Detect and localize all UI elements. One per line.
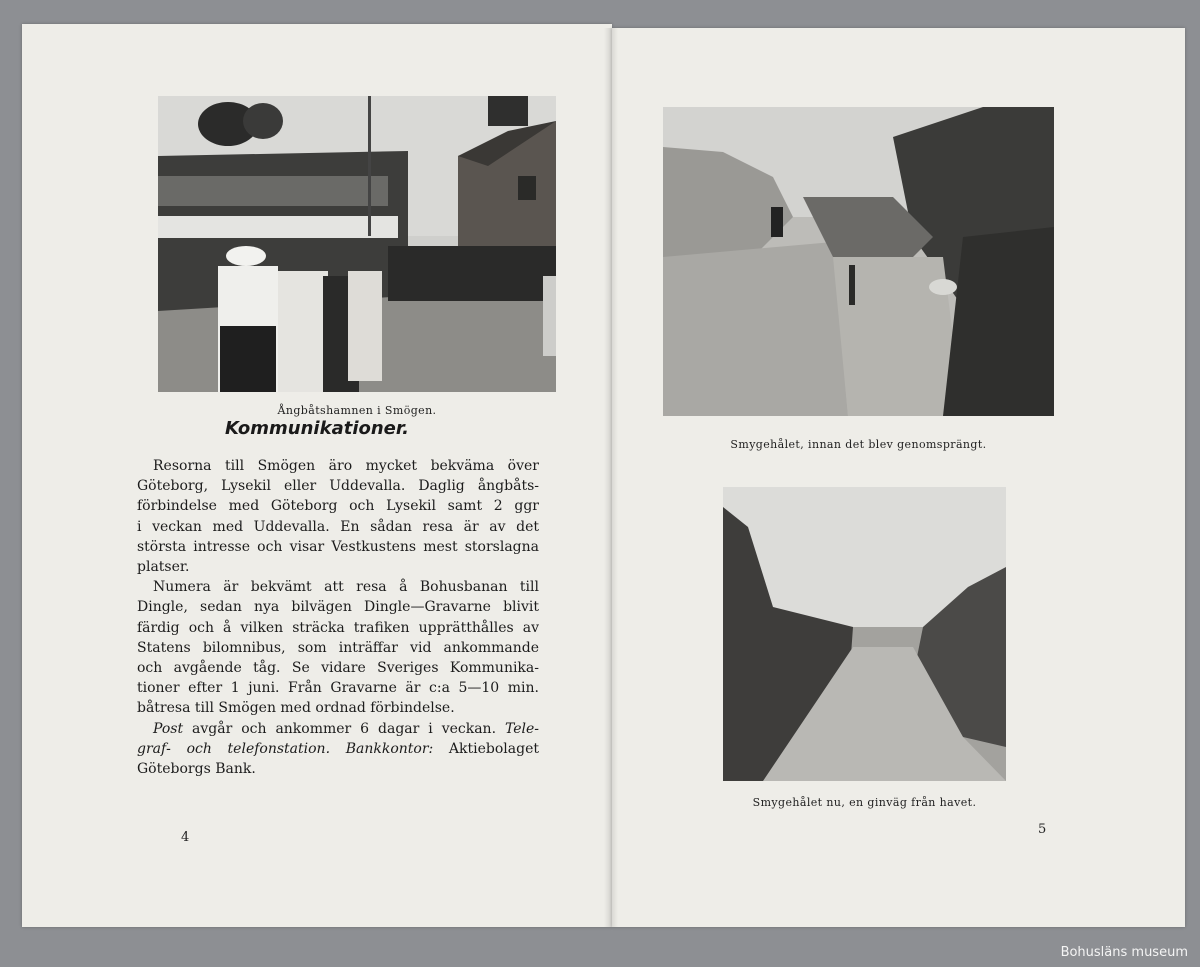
post-text: avgår och ankommer 6 dagar i veckan. bbox=[183, 720, 505, 737]
telegraf-bank-label: graf‐ och telefonstation. Bankkontor: bbox=[137, 740, 434, 757]
page-number-left: 4 bbox=[181, 830, 190, 845]
text-line: i veckan med Uddevalla. En sådan resa är av det bbox=[137, 518, 539, 535]
telegraf-line bbox=[137, 739, 539, 759]
smygehalet-now-photo bbox=[723, 487, 1006, 781]
text-line: Statens bilomnibus, som inträffar vid ankommande bbox=[137, 639, 539, 656]
bank-name: Aktiebolaget bbox=[433, 740, 539, 757]
text-line: Göteborg, Lysekil eller Uddevalla. Daglig ångbåts‐ bbox=[137, 478, 539, 495]
book-gutter bbox=[604, 28, 618, 927]
text-line: och avgående tåg. Se vidare Sveriges Kommunika‐ bbox=[137, 660, 539, 677]
text-line: Dingle, sedan nya bilvägen Dingle—Gravarne blivit bbox=[137, 599, 539, 616]
page-number-right: 5 bbox=[1038, 822, 1047, 837]
text-line: förbindelse med Göteborg och Lysekil samt 2 ggr bbox=[137, 498, 539, 515]
harbour-caption: Ångbåtshamnen i Smögen. bbox=[277, 404, 437, 417]
text-line: Resorna till Smögen äro mycket bekväma över bbox=[153, 458, 539, 474]
post-line bbox=[137, 719, 539, 739]
body-text bbox=[137, 456, 539, 779]
before-caption: Smygehålet, innan det blev genomsprängt. bbox=[730, 438, 987, 451]
telegraf-label: Tele‐ bbox=[504, 720, 539, 737]
text-line: färdig och å vilken sträcka trafiken upprätthålles av bbox=[137, 619, 539, 636]
harbour-photo bbox=[158, 96, 556, 392]
post-label: Post bbox=[153, 720, 184, 737]
section-heading: Kommunikationer. bbox=[224, 418, 410, 439]
text-line: tioner efter 1 juni. Från Gravarne är c:a 5—10 min. bbox=[137, 680, 539, 697]
text-line: båtresa till Smögen med ordnad förbindelse. bbox=[137, 700, 455, 717]
museum-watermark: Bohusläns museum bbox=[1060, 945, 1188, 960]
text-line: största intresse och visar Vestkustens mest storslagna bbox=[137, 538, 539, 555]
now-caption: Smygehålet nu, en ginväg från havet. bbox=[752, 796, 977, 809]
text-line: Göteborgs Bank. bbox=[137, 761, 256, 778]
text-line: platser. bbox=[137, 559, 190, 576]
text-line: Numera är bekvämt att resa å Bohusbanan till bbox=[153, 579, 539, 596]
smygehalet-before-photo bbox=[663, 107, 1054, 416]
